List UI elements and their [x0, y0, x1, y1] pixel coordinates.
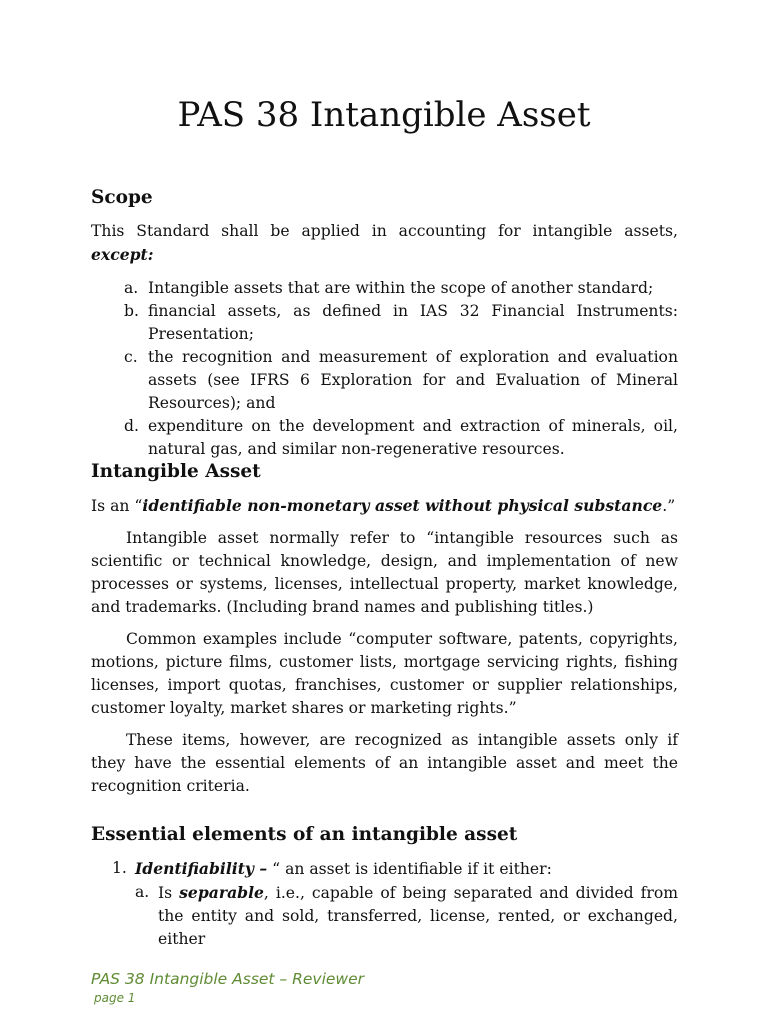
- element-text: “ an asset is identifiable if it either:: [267, 860, 552, 878]
- intangible-asset-paragraph: Intangible asset normally refer to “intangible resources such as scientific or technical knowledge, design, and implementation of new processes or systems, licenses, intellectual property, market knowledge, and trademarks. (Including brand names and publishing titles.): [91, 529, 678, 616]
- element-term: Identifiability –: [135, 859, 268, 878]
- list-item: [91, 277, 678, 300]
- subitem-prefix: Is: [158, 884, 180, 902]
- list-item: [91, 881, 678, 951]
- intangible-asset-definition: [91, 494, 678, 518]
- list-marker: b.: [124, 302, 139, 320]
- scope-intro-emphasis: except:: [91, 245, 154, 264]
- page-footer: [91, 968, 364, 1006]
- scope-intro: [91, 220, 678, 267]
- list-marker: 1.: [112, 859, 127, 877]
- list-item-text: expenditure on the development and extraction of minerals, oil, natural gas, and similar non-regenerative resources.: [148, 417, 678, 458]
- intangible-asset-paragraph: Common examples include “computer software, patents, copyrights, motions, picture films, customer lists, mortgage servicing rights, fishing licenses, import quotas, franchises, customer or supplier relationships, customer loyalty, market shares or marketing rights.”: [91, 630, 678, 717]
- essential-elements-section: [91, 821, 678, 951]
- scope-intro-text: This Standard shall be applied in accounting for intangible assets,: [91, 222, 678, 240]
- scope-heading: Scope: [91, 187, 153, 208]
- subitem-emphasis: separable: [179, 883, 264, 902]
- essential-elements-list: [91, 857, 678, 881]
- list-item-text: the recognition and measurement of exploration and evaluation assets (see IFRS 6 Exploration for and Evaluation of Mineral Resources); and: [148, 348, 678, 412]
- subitem-text: , i.e., capable of being separated and divided from the entity and sold, transferred, license, rented, or exchanged, either: [158, 884, 678, 948]
- list-marker: c.: [124, 348, 138, 366]
- list-item: [91, 415, 678, 461]
- list-item-text: Intangible assets that are within the scope of another standard;: [148, 279, 654, 297]
- intangible-asset-paragraph: These items, however, are recognized as intangible assets only if they have the essential elements of an intangible asset and meet the recognition criteria.: [91, 731, 678, 795]
- definition-suffix: .”: [662, 497, 676, 515]
- list-item: [91, 857, 678, 881]
- list-marker: a.: [135, 883, 150, 901]
- intangible-asset-heading: Intangible Asset: [91, 461, 261, 482]
- scope-section: [91, 184, 678, 461]
- page-number: page 1: [94, 991, 136, 1005]
- footer-title: PAS 38 Intangible Asset – Reviewer: [91, 970, 365, 988]
- document-title: PAS 38 Intangible Asset: [177, 95, 591, 135]
- scope-exception-list: [91, 277, 678, 461]
- list-item: [91, 300, 678, 346]
- list-marker: a.: [124, 279, 139, 297]
- definition-prefix: Is an “: [91, 497, 143, 515]
- list-item: [91, 346, 678, 415]
- essential-elements-heading: Essential elements of an intangible asset: [91, 824, 518, 845]
- list-marker: d.: [124, 417, 139, 435]
- list-item-text: financial assets, as defined in IAS 32 Financial Instruments: Presentation;: [148, 302, 678, 343]
- intangible-asset-section: [91, 458, 678, 798]
- identifiability-sublist: [91, 881, 678, 951]
- definition-emphasis: identifiable non-monetary asset without physical substance: [142, 496, 663, 515]
